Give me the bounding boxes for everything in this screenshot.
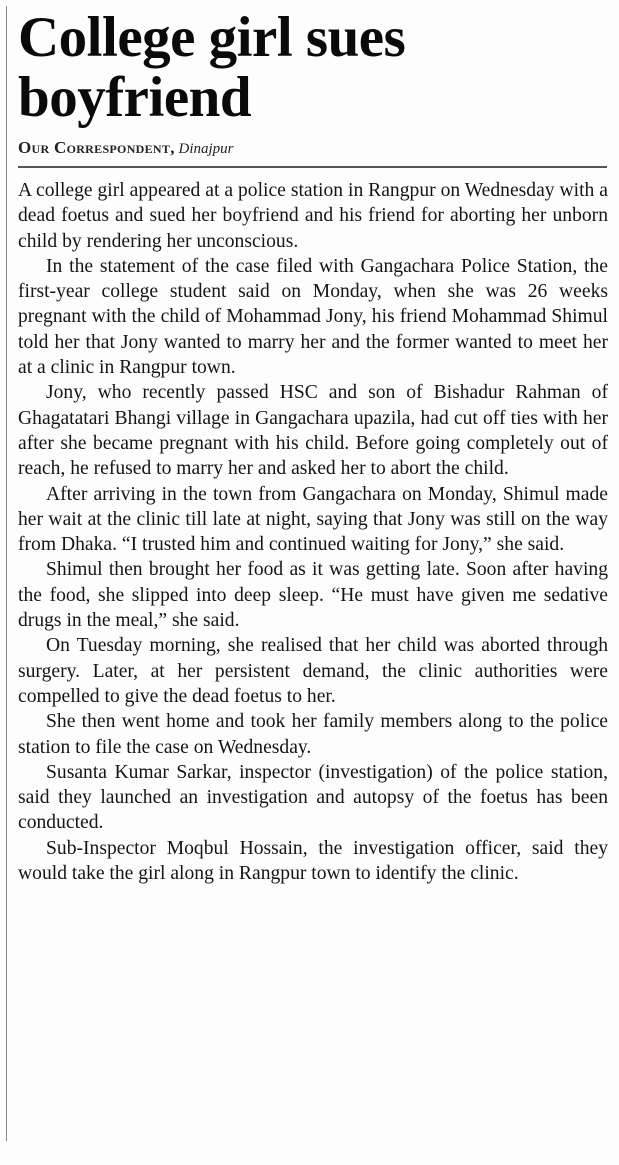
- paragraph: After arriving in the town from Gangachara on Monday, Shimul made her wait at the clinic till late at night, saying that Jony was still on the way from Dhaka. “I trusted him and continued waiting for Jony,” she said.: [18, 483, 608, 556]
- column-divider: [6, 6, 7, 1141]
- paragraph: She then went home and took her family members along to the police station to file the case on Wednesday.: [18, 711, 608, 758]
- paragraph: Susanta Kumar Sarkar, inspector (investigation) of the police station, said they launched an investigation and autopsy of the foetus has been conducted.: [18, 761, 608, 834]
- paragraph: A college girl appeared at a police station in Rangpur on Wednesday with a dead foetus and sued her boyfriend and his friend for aborting her unborn child by rendering her unconscious.: [18, 180, 608, 252]
- paragraph: In the statement of the case filed with Gangachara Police Station, the first-year college student said on Monday, when she was 26 weeks pregnant with the child of Mohammad Jony, his friend Mohammad Shimul told her that Jony wanted to marry her and the former wanted to meet her at a clinic in Rangpur town.: [18, 255, 608, 379]
- paragraph: Shimul then brought her food as it was getting late. Soon after having the food, she slipped into deep sleep. “He must have given me sedative drugs in the meal,” she said.: [18, 559, 608, 632]
- article: [18, 8, 608, 886]
- article-body: [18, 178, 608, 886]
- byline-place: Dinajpur: [178, 141, 234, 157]
- byline-author: Our Correspondent,: [18, 138, 175, 157]
- headline: College girl sues boyfriend: [18, 6, 406, 129]
- paragraph: Jony, who recently passed HSC and son of Bishadur Rahman of Ghagatatari Bhangi village in Gangachara upazila, had cut off ties with her after she became pregnant with his child. Before going completely out of reach, he refused to marry her and asked her to abort the child.: [18, 382, 608, 480]
- byline: [18, 138, 608, 158]
- paragraph: Sub-Inspector Moqbul Hossain, the investigation officer, said they would take the girl along in Rangpur town to identify the clinic.: [18, 837, 608, 885]
- headline-rule: [18, 166, 607, 168]
- paragraph: On Tuesday morning, she realised that her child was aborted through surgery. Later, at her persistent demand, the clinic authorities were compelled to give the dead foetus to her.: [18, 635, 608, 707]
